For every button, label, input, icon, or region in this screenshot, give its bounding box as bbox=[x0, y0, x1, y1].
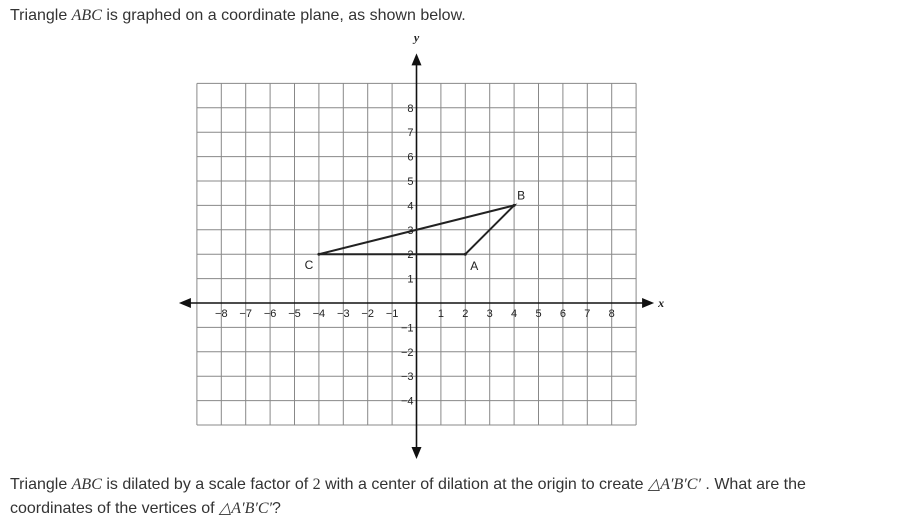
y-tick-label: 3 bbox=[407, 224, 414, 237]
y-tick-label: 4 bbox=[407, 200, 414, 213]
x-tick-label: 6 bbox=[559, 308, 566, 320]
x-tick-label: 5 bbox=[535, 308, 542, 320]
y-tick-label: 2 bbox=[407, 249, 414, 262]
triangle-abc bbox=[305, 188, 526, 273]
x-tick-label: −8 bbox=[215, 308, 228, 320]
vertex-label-b: B bbox=[517, 188, 526, 203]
x-tick-label: 1 bbox=[437, 308, 444, 320]
y-tick-label: 7 bbox=[407, 127, 414, 140]
x-tick-label: 4 bbox=[511, 308, 518, 320]
y-tick-label: −4 bbox=[400, 395, 414, 408]
x-tick-label: −1 bbox=[385, 308, 399, 320]
x-axis-label: x bbox=[658, 296, 665, 310]
y-tick-label: −1 bbox=[400, 322, 414, 335]
triangle-name: ABC bbox=[71, 7, 102, 24]
x-tick-label: 2 bbox=[462, 308, 469, 320]
vertex-c bbox=[317, 253, 320, 256]
x-tick-label: 8 bbox=[608, 308, 615, 320]
vertex-a bbox=[464, 253, 467, 256]
x-axis-right-arrow bbox=[642, 298, 654, 308]
x-tick-label: −3 bbox=[337, 308, 350, 320]
vertex-b bbox=[513, 204, 516, 207]
vertex-label-a: A bbox=[470, 259, 479, 274]
scale-factor: 2 bbox=[312, 476, 321, 493]
x-tick-label: −6 bbox=[263, 308, 277, 320]
x-tick-label: −5 bbox=[288, 308, 301, 320]
question-body: Triangle ABC is dilated by a scale factor of 2 with a center of dilation at the origin to create △A′B′C′ . What are the coordinates of the vertices of △A′B′C′? bbox=[10, 476, 806, 517]
y-tick-label: −2 bbox=[400, 346, 414, 359]
axes bbox=[179, 30, 664, 459]
vertex-label-c: C bbox=[304, 258, 314, 273]
y-tick-label: 5 bbox=[407, 176, 414, 188]
y-tick-label: 8 bbox=[407, 102, 414, 115]
x-tick-label: −7 bbox=[239, 308, 252, 320]
question-intro: Triangle ABC is graphed on a coordinate plane, as shown below. bbox=[10, 7, 466, 24]
y-tick-label: 6 bbox=[407, 151, 414, 164]
y-axis-label: y bbox=[413, 30, 420, 45]
y-tick-label: −3 bbox=[400, 371, 414, 384]
y-axis-up-arrow bbox=[412, 53, 422, 65]
x-axis-left-arrow bbox=[179, 298, 191, 308]
x-tick-label: 7 bbox=[584, 308, 591, 320]
image-triangle-name: △A′B′C′ bbox=[647, 476, 701, 493]
x-tick-label: 3 bbox=[486, 308, 493, 320]
tick-labels bbox=[215, 103, 615, 408]
x-tick-label: −2 bbox=[361, 308, 374, 320]
x-tick-label: −4 bbox=[312, 308, 326, 320]
y-axis-down-arrow bbox=[412, 447, 422, 459]
y-tick-label: 1 bbox=[407, 273, 414, 286]
